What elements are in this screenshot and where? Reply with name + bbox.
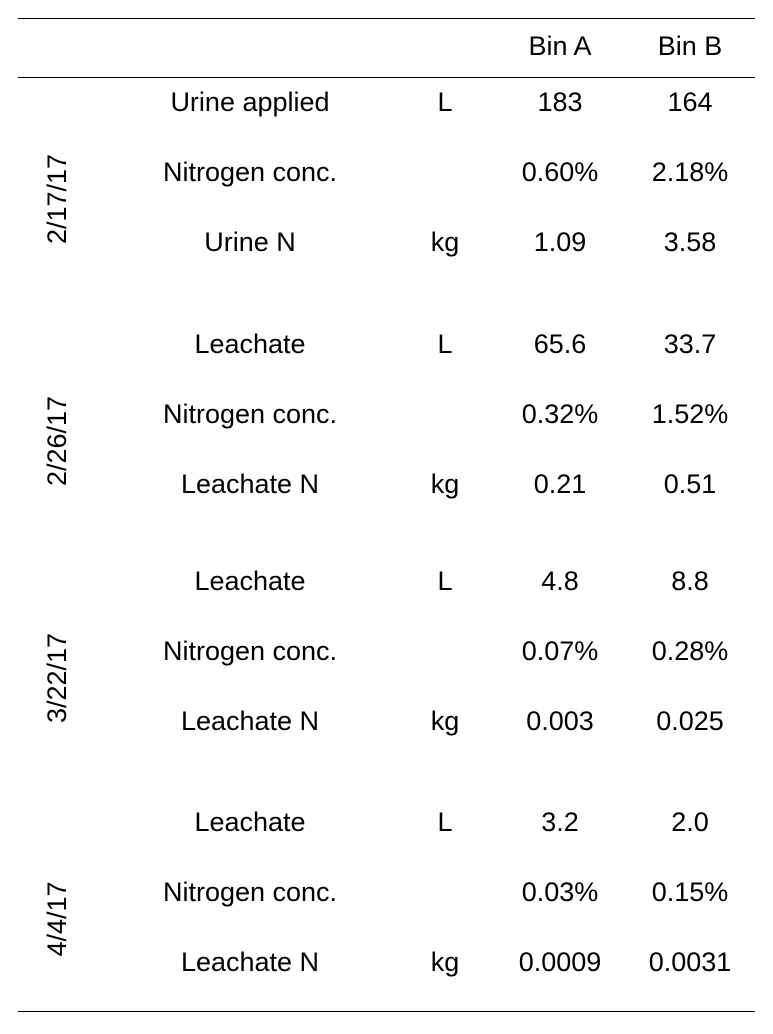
column-header-bin-b: Bin B	[657, 31, 723, 61]
row-label: Leachate	[194, 329, 306, 359]
row-label: Urine applied	[170, 87, 330, 117]
bin-b-value: 2.0	[671, 807, 709, 837]
bin-b-value: 2.18%	[651, 157, 729, 187]
date-text: 4/4/17	[42, 881, 72, 957]
bin-a-value: 0.21	[533, 469, 587, 499]
bin-b-value: 0.51	[663, 469, 717, 499]
table-row	[0, 804, 773, 840]
date-group	[0, 84, 773, 314]
date-group	[0, 326, 773, 556]
bin-a-value: 0.32%	[521, 399, 599, 429]
table-row	[0, 84, 773, 120]
bin-a-value: 1.09	[533, 227, 587, 257]
bin-b-value: 8.8	[671, 566, 709, 596]
row-label: Nitrogen conc.	[162, 877, 338, 907]
row-unit: kg	[430, 706, 460, 736]
bin-b-value: 164	[667, 87, 713, 117]
row-unit: L	[437, 566, 453, 596]
row-unit	[415, 154, 475, 190]
row-unit	[415, 396, 475, 432]
row-unit: L	[437, 329, 453, 359]
bin-a-value: 0.60%	[521, 157, 599, 187]
row-label: Leachate N	[180, 706, 320, 736]
table-row	[0, 563, 773, 599]
date-text: 3/22/17	[42, 632, 72, 724]
row-unit	[415, 633, 475, 669]
column-header-bin-a: Bin A	[528, 31, 592, 61]
row-label: Nitrogen conc.	[162, 636, 338, 666]
table-row	[0, 874, 773, 910]
table-row	[0, 396, 773, 432]
bin-a-value: 3.2	[541, 807, 579, 837]
bin-a-value: 4.8	[541, 566, 579, 596]
bin-b-value: 0.28%	[651, 636, 729, 666]
bin-b-value: 0.15%	[651, 877, 729, 907]
table-row	[0, 154, 773, 190]
bin-a-value: 0.07%	[521, 636, 599, 666]
table-row	[0, 944, 773, 980]
row-label: Urine N	[204, 227, 296, 257]
table-row	[0, 633, 773, 669]
bin-b-value: 0.025	[656, 706, 724, 736]
row-unit: kg	[430, 469, 460, 499]
bin-a-value: 0.003	[526, 706, 594, 736]
bin-b-value: 0.0031	[648, 947, 732, 977]
bin-b-value: 1.52%	[651, 399, 729, 429]
row-unit: kg	[430, 947, 460, 977]
bottom-rule	[18, 1011, 755, 1012]
row-label: Nitrogen conc.	[162, 157, 338, 187]
row-label: Nitrogen conc.	[162, 399, 338, 429]
row-unit	[415, 874, 475, 910]
bin-a-value: 0.03%	[521, 877, 599, 907]
bin-a-value: 65.6	[533, 329, 587, 359]
table-row	[0, 466, 773, 502]
bin-b-value: 3.58	[663, 227, 717, 257]
bin-a-value: 183	[537, 87, 583, 117]
date-group	[0, 563, 773, 793]
top-rule	[18, 18, 755, 19]
table-row	[0, 326, 773, 362]
row-label: Leachate	[194, 566, 306, 596]
row-unit: L	[437, 87, 453, 117]
bin-b-value: 33.7	[663, 329, 717, 359]
bin-a-value: 0.0009	[518, 947, 602, 977]
table-row	[0, 703, 773, 739]
row-unit: L	[437, 807, 453, 837]
row-label: Leachate N	[180, 469, 320, 499]
row-unit: kg	[430, 227, 460, 257]
date-text: 2/17/17	[42, 153, 72, 245]
date-text: 2/26/17	[42, 395, 72, 487]
table-row	[0, 224, 773, 260]
row-label: Leachate N	[180, 947, 320, 977]
row-label: Leachate	[194, 807, 306, 837]
header-rule	[18, 77, 755, 78]
date-group	[0, 804, 773, 1034]
